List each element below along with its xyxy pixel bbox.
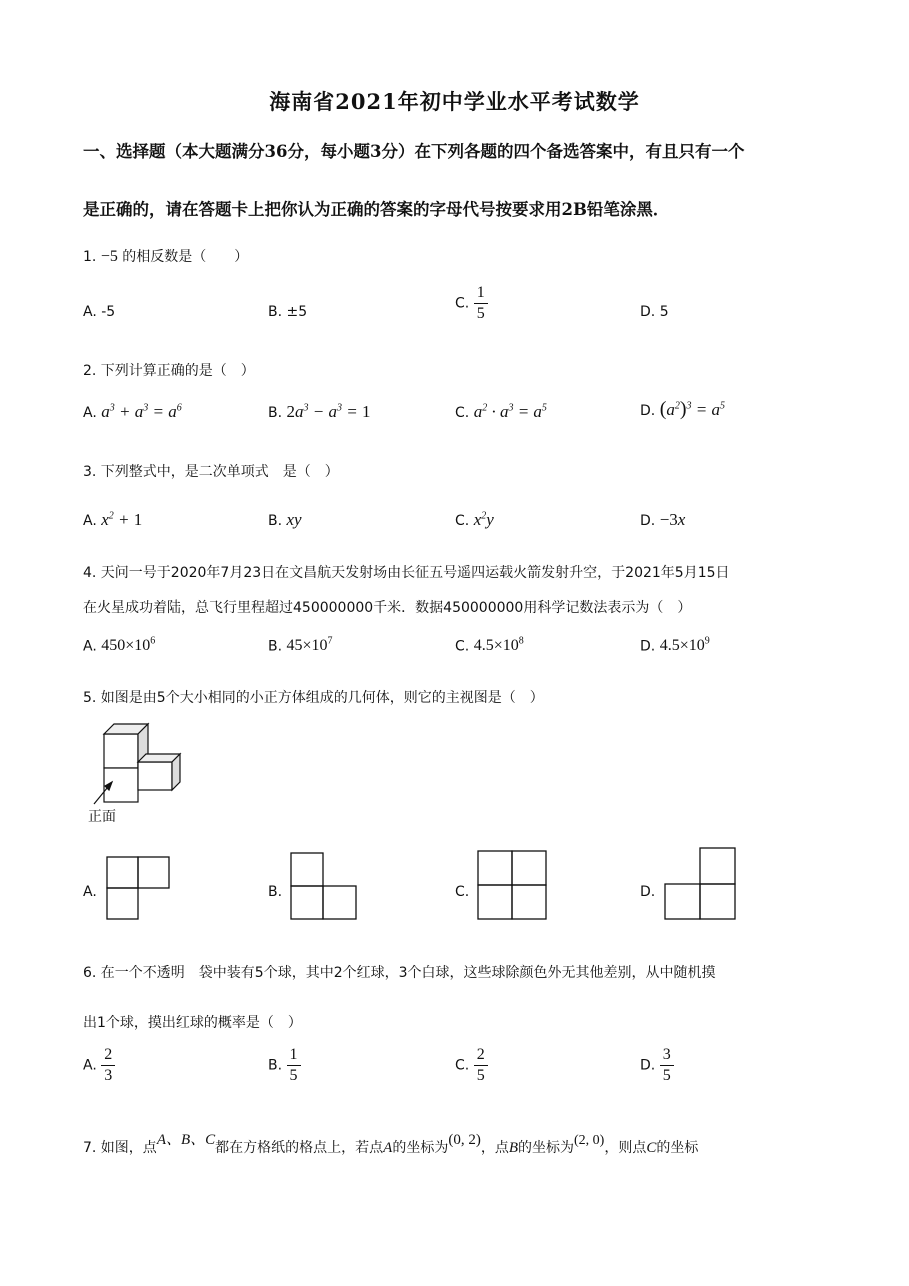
q1-option-b[interactable]: B. ±5: [268, 304, 308, 320]
formula: $x^2 + 1$: [101, 510, 143, 529]
question-4-line2: 在火星成功着陆，总飞行里程超过450000000千米．数据450000000用科学记数法表示为（ ）: [83, 600, 692, 616]
q1-math: −5: [100, 248, 118, 265]
formula: $a^3 + a^3 = a^6$: [101, 402, 182, 421]
q5-option-d-label[interactable]: D.: [640, 884, 656, 900]
question-2: 2. 下列计算正确的是（ ）: [83, 363, 255, 379]
q4-option-d[interactable]: D. $4.5\times 10^9$: [640, 636, 710, 655]
formula: $450\times 10^6$: [101, 636, 156, 655]
formula: −3x: [659, 510, 686, 529]
q4-option-c[interactable]: C. $4.5\times 10^8$: [455, 636, 524, 655]
q1-text: 的相反数是（ ）: [122, 249, 249, 265]
q5-option-b-figure[interactable]: [290, 852, 358, 920]
q5-option-d-figure[interactable]: [664, 847, 738, 921]
formula: $2a^3 - a^3 = 1$: [286, 402, 371, 421]
q3-option-d[interactable]: D. −3x: [640, 510, 686, 529]
q6-option-a[interactable]: A. $\frac{2}{3}$: [83, 1045, 115, 1086]
q5-option-c-label[interactable]: C.: [455, 884, 470, 900]
front-label: 正面: [88, 809, 116, 825]
fraction: $\frac{1}{5}$: [474, 283, 488, 324]
q1-option-d[interactable]: D. 5: [640, 304, 669, 320]
q3-option-c[interactable]: C. $x^2y$: [455, 510, 494, 529]
page-title: 海南省2021年初中学业水平考试数学: [269, 89, 640, 114]
q2-option-c[interactable]: C. $a^2 \cdot a^3 = a^5$: [455, 402, 547, 421]
section-heading-line2: 是正确的，请在答题卡上把你认为正确的答案的字母代号按要求用2B铅笔涂黑．: [83, 200, 670, 219]
q2-option-b[interactable]: B. $2a^3 - a^3 = 1$: [268, 402, 371, 421]
q1-option-c[interactable]: C. $\frac{1}{5}$: [455, 283, 488, 324]
q6-option-b[interactable]: B. $\frac{1}{5}$: [268, 1045, 301, 1086]
formula: $(a^2)^3 = a^5$: [659, 398, 726, 420]
question-4-line1: 4. 天问一号于2020年7月23日在文昌航天发射场由长征五号遥四运载火箭发射升空，于2021年5月15日: [83, 565, 730, 581]
question-6-line1: 6. 在一个不透明 袋中装有5个球，其中2个红球，3个白球，这些球除颜色外无其他差别，从中随机摸: [83, 965, 716, 981]
q6-option-c[interactable]: C. $\frac{2}{5}$: [455, 1045, 488, 1086]
formula: xy: [286, 510, 302, 529]
q3-option-a[interactable]: A. $x^2 + 1$: [83, 510, 143, 529]
formula: $4.5\times 10^8$: [473, 636, 524, 655]
formula: $4.5\times 10^9$: [659, 636, 710, 655]
q4-option-b[interactable]: B. $45\times 10^7$: [268, 636, 333, 655]
q2-option-a[interactable]: A. $a^3 + a^3 = a^6$: [83, 402, 182, 421]
q3-option-b[interactable]: B. xy: [268, 510, 302, 529]
question-7: 7. 如图，点A、B、C都在方格纸的格点上，若点A的坐标为(0, 2)，点B的坐标为(2, 0)，则点C的坐标: [83, 1132, 699, 1156]
q1-option-a[interactable]: A. -5: [83, 304, 116, 320]
q4-option-a[interactable]: A. $450\times 10^6$: [83, 636, 156, 655]
q5-option-a-label[interactable]: A.: [83, 884, 97, 900]
q1-number: 1.: [83, 249, 101, 265]
question-1: [83, 246, 248, 266]
formula: $45\times 10^7$: [286, 636, 333, 655]
q2-option-d[interactable]: D. $(a^2)^3 = a^5$: [640, 398, 726, 420]
q5-option-b-label[interactable]: B.: [268, 884, 283, 900]
question-6-line2: 出1个球，摸出红球的概率是（ ）: [83, 1015, 302, 1031]
section-heading-line1: 一、选择题（本大题满分36分，每小题3分）在下列各题的四个备选答案中，有且只有一个: [83, 142, 745, 161]
q6-option-d[interactable]: D. $\frac{3}{5}$: [640, 1045, 674, 1086]
q5-option-c-figure[interactable]: [477, 850, 549, 920]
formula: $x^2y$: [473, 510, 494, 529]
formula: $a^2 \cdot a^3 = a^5$: [473, 402, 547, 421]
question-3: 3. 下列整式中，是二次单项式 是（ ）: [83, 464, 339, 480]
question-5: 5. 如图是由5个大小相同的小正方体组成的几何体，则它的主视图是（ ）: [83, 690, 544, 706]
q5-option-a-figure[interactable]: [106, 856, 172, 920]
